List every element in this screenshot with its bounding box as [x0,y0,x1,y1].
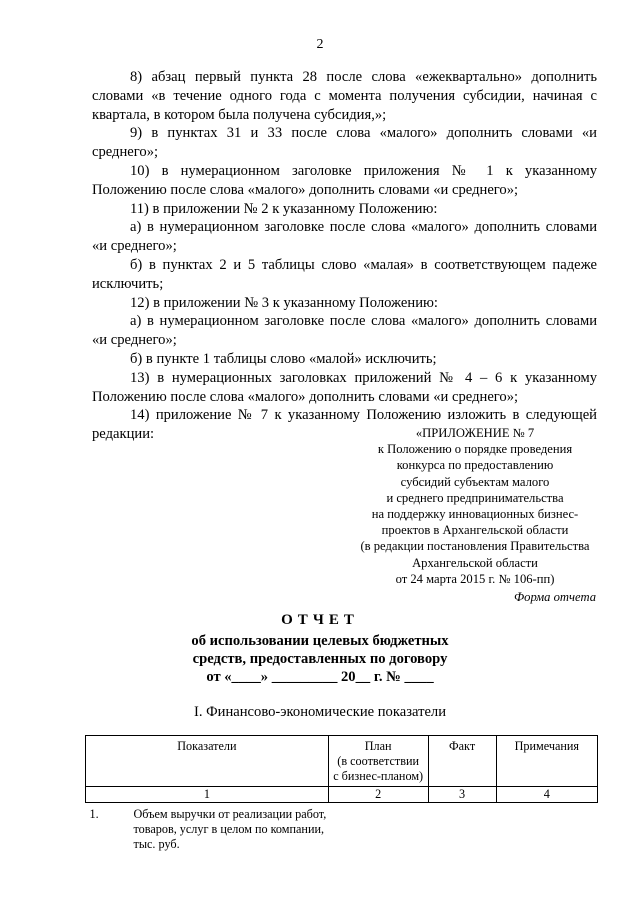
paragraph-12a: а) в нумерационном заголовке после слова «малого» дополнить словами «и среднего»; [92,313,597,349]
appendix-line: конкурса по предоставлению [396,458,554,473]
row-text-line: тыс. руб. [133,837,180,851]
table-row [86,803,598,853]
report-subtitle-line: от «____» _________ 20__ г. № ____ [206,669,434,685]
header-indicators: Показатели [86,736,329,787]
appendix-line: и среднего предпринимательства [386,490,564,505]
page-number: 2 [316,37,324,52]
report-title: ОТЧЕТ [281,612,359,628]
paragraph-12b: б) в пункте 1 таблицы слово «малой» исключить; [130,350,437,367]
paragraph-12: 12) в приложении № 3 к указанному Положению: [130,294,438,311]
appendix-line: на поддержку инновационных бизнес- [371,507,579,522]
paragraph-13: 13) в нумерационных заголовках приложений № 4 – 6 к указанному Положению после слова «малого» дополнить словами «и среднего»; [92,369,597,405]
header-plan [328,736,428,787]
financial-indicators-table [85,735,598,852]
paragraph-10: 10) в нумерационном заголовке приложения № 1 к указанному Положению после слова «малого» дополнить словами «и среднего»; [92,162,597,198]
row-label-cell [86,803,329,853]
header-notes: Примечания [496,736,597,787]
amendment-text [92,68,597,444]
header-plan-line: (в соответствии [337,754,420,768]
paragraph-8: 8) абзац первый пункта 28 после слова «ежеквартально» дополнить словами «в течение одного года с момента получения субсидии, начиная с квартала, в котором была получена субсидия,»; [92,69,597,123]
appendix-line: субсидий субъектам малого [400,474,550,489]
appendix-line: от 24 марта 2015 г. № 106-пп) [395,571,555,586]
column-number: 1 [86,787,329,803]
appendix-line: к Положению о порядке проведения [377,442,573,457]
row-text-line: Объем выручки от реализации работ, [133,807,327,821]
paragraph-14: 14) приложение № 7 к указанному Положению изложить в следующей редакции: [92,407,597,443]
table-header-row [86,736,598,787]
column-number-row [86,787,598,803]
appendix-line: «ПРИЛОЖЕНИЕ № 7 [415,426,535,440]
paragraph-11: 11) в приложении № 2 к указанному Положению: [130,200,438,217]
report-subtitle-line: об использовании целевых бюджетных [191,633,449,649]
row-text-line: товаров, услуг в целом по компании, [133,822,325,836]
column-number: 3 [428,787,496,803]
header-fact: Факт [428,736,496,787]
section-heading: I. Финансово-экономические показатели [193,704,447,720]
column-number: 2 [328,787,428,803]
header-plan-line: План [364,739,392,753]
paragraph-9: 9) в пунктах 31 и 33 после слова «малого» дополнить словами «и среднего»; [92,125,597,161]
appendix-line: проектов в Архангельской области [381,523,569,538]
form-label: Форма отчета [514,590,596,604]
paragraph-11b: б) в пунктах 2 и 5 таблицы слово «малая» в соответствующем падеже исключить; [92,256,597,292]
appendix-line: Архангельской области [412,555,538,570]
row-fact-cell [428,803,496,853]
column-number: 4 [496,787,597,803]
report-subtitle-line: средств, предоставленных по договору [192,651,448,667]
appendix-line: (в редакции постановления Правительства [360,539,590,554]
report-subtitle [0,632,640,686]
paragraph-11a: а) в нумерационном заголовке после слова «малого» дополнить словами «и среднего»; [92,219,597,255]
appendix-header [350,425,600,587]
header-plan-line: с бизнес-планом) [333,769,424,783]
row-plan-cell [328,803,428,853]
row-notes-cell [496,803,597,853]
row-number: 1. [89,807,99,821]
